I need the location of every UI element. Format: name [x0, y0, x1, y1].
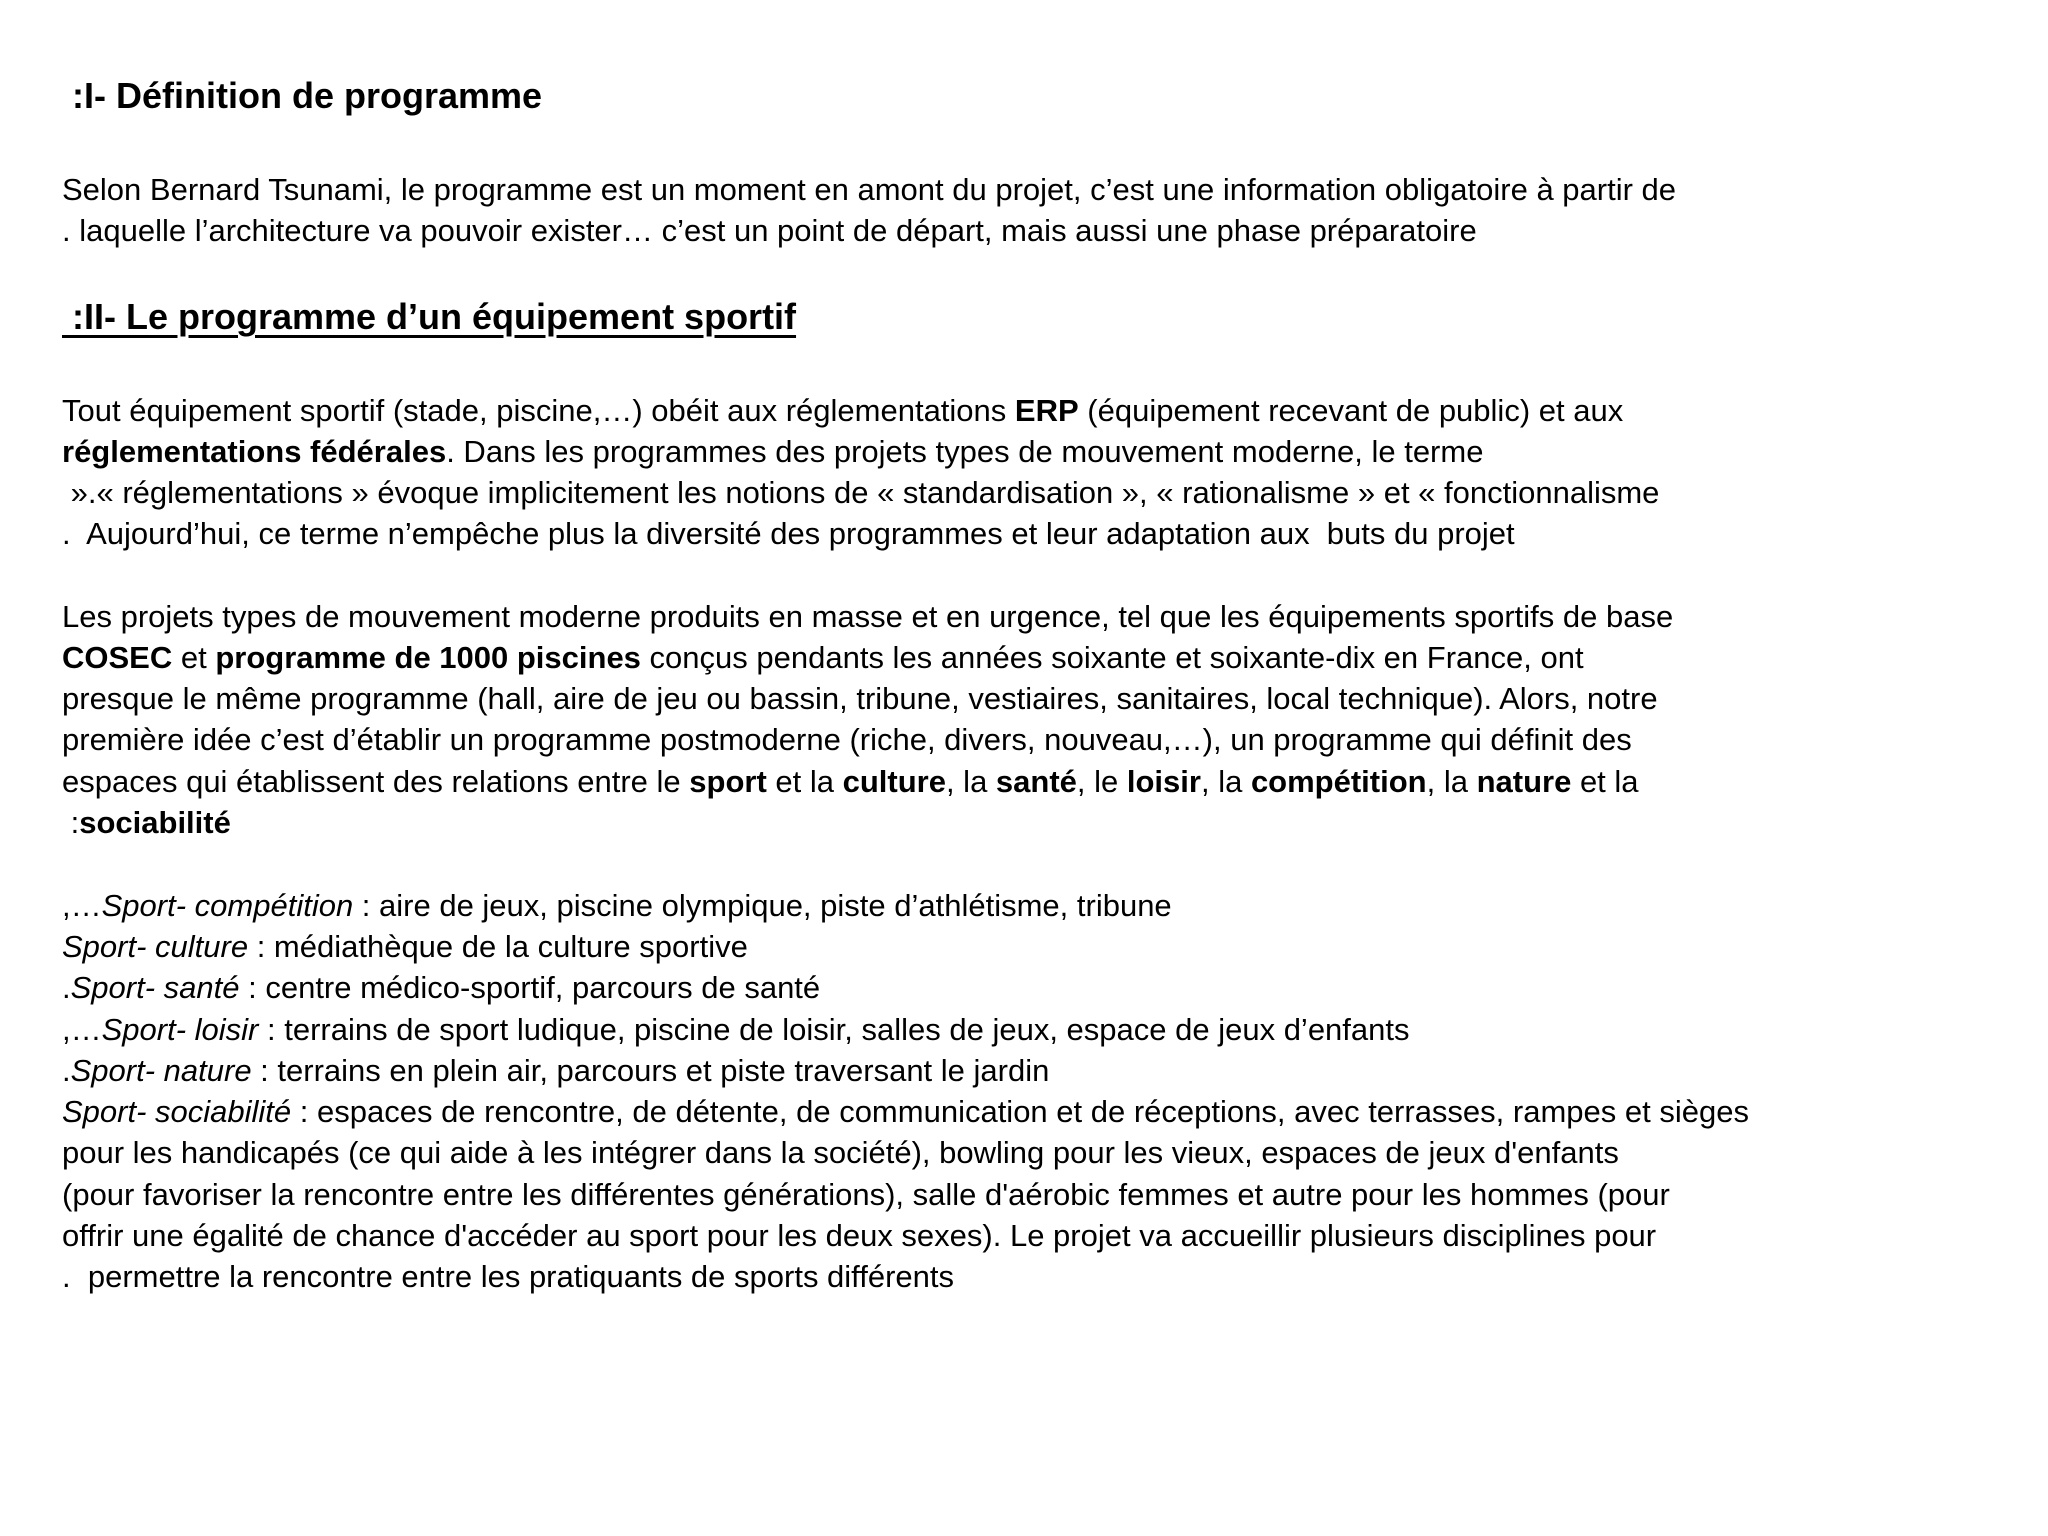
bold-term-culture: culture [842, 764, 946, 799]
paragraph-line [62, 432, 1483, 472]
text-run: et la [1571, 764, 1639, 799]
text-run: : médiathèque de la culture sportive [248, 929, 748, 964]
paragraph-line: Selon Bernard Tsunami, le programme est un moment en amont du projet, c’est une information obligatoire à partir de [62, 172, 1677, 207]
text-run: , la [1426, 764, 1477, 799]
bold-term-competition: compétition [1250, 764, 1427, 799]
text-run: : aire de jeux, piscine olympique, piste d’athlétisme, tribune [353, 888, 1172, 923]
paragraph-line: presque le même programme (hall, aire de jeu ou bassin, tribune, vestiaires, sanitaires, local technique). Alors, notre [62, 681, 1658, 716]
bold-term-cosec: COSEC [62, 640, 173, 675]
paragraph-line: (pour favoriser la rencontre entre les différentes générations), salle d'aérobic femmes et autre pour les hommes (pour [62, 1177, 1670, 1212]
text-run: ,… [62, 1012, 102, 1047]
text-run: : [62, 805, 80, 840]
text-run: , la [1200, 764, 1251, 799]
italic-label: Sport- santé [70, 970, 240, 1005]
paragraph-line: offrir une égalité de chance d'accéder au sport pour les deux sexes). Le projet va accueillir plusieurs disciplines pour [62, 1218, 1657, 1253]
bold-term-loisir: loisir [1126, 764, 1201, 799]
text-run: : centre médico-sportif, parcours de santé [239, 970, 821, 1005]
text-run: . Dans les programmes des projets types de mouvement moderne, le terme [446, 434, 1484, 469]
text-run: . [62, 970, 71, 1005]
text-run: , le [1076, 764, 1127, 799]
bold-term-sante: santé [995, 764, 1077, 799]
list-item-sport-sante [62, 968, 820, 1008]
paragraph-line: . permettre la rencontre entre les pratiquants de sports différents [62, 1259, 955, 1294]
paragraph-line: ».« réglementations » évoque implicitement les notions de « standardisation », « rationalisme » et « fonctionnalisme [62, 475, 1660, 510]
list-item-sport-competition [62, 886, 1172, 926]
text-run: : terrains en plein air, parcours et piste traversant le jardin [251, 1053, 1050, 1088]
paragraph-line: . laquelle l’architecture va pouvoir exister… c’est un point de départ, mais aussi une phase préparatoire [62, 213, 1477, 248]
bold-term-erp: ERP [1014, 393, 1079, 428]
bold-term-programme-1000-piscines: programme de 1000 piscines [215, 640, 641, 675]
text-run: et [172, 640, 216, 675]
italic-label: Sport- compétition [101, 888, 354, 923]
list-item-sport-sociabilite [62, 1092, 1749, 1132]
text-run: ,… [62, 888, 102, 923]
list-item-sport-loisir [62, 1010, 1410, 1050]
paragraph-line [62, 803, 231, 843]
text-run: (équipement recevant de public) et aux [1078, 393, 1624, 428]
paragraph-line [62, 638, 1584, 678]
bold-term-sport: sport [689, 764, 767, 799]
paragraph-line [62, 762, 1639, 802]
text-run: : terrains de sport ludique, piscine de loisir, salles de jeux, espace de jeux d’enfants [258, 1012, 1410, 1047]
paragraph-line: pour les handicapés (ce qui aide à les intégrer dans la société), bowling pour les vieux, espaces de jeux d'enfants [62, 1135, 1619, 1170]
paragraph-line: première idée c’est d’établir un programme postmoderne (riche, divers, nouveau,…), un programme qui définit des [62, 722, 1632, 757]
heading-definition-programme: :I- Définition de programme [62, 75, 543, 116]
text-run: , la [945, 764, 996, 799]
text-run: . [62, 1053, 71, 1088]
paragraph-line: Les projets types de mouvement moderne produits en masse et en urgence, tel que les équipements sportifs de base [62, 599, 1674, 634]
bold-term-sociabilite: sociabilité [79, 805, 231, 840]
text-run: : espaces de rencontre, de détente, de communication et de réceptions, avec terrasses, rampes et sièges [291, 1094, 1749, 1129]
text-run: et la [766, 764, 843, 799]
paragraph-line: . Aujourd’hui, ce terme n’empêche plus la diversité des programmes et leur adaptation aux buts du projet [62, 516, 1515, 551]
heading-programme-equipement-sportif: :II- Le programme d’un équipement sportif [62, 296, 797, 337]
italic-label: Sport- culture [62, 929, 249, 964]
text-run: Tout équipement sportif (stade, piscine,…) obéit aux réglementations [62, 393, 1015, 428]
text-run: espaces qui établissent des relations entre le [62, 764, 690, 799]
paragraph-line [62, 391, 1623, 431]
italic-label: Sport- nature [70, 1053, 252, 1088]
bold-term-reglementations-federales: réglementations fédérales [62, 434, 447, 469]
bold-term-nature: nature [1476, 764, 1572, 799]
italic-label: Sport- loisir [101, 1012, 259, 1047]
italic-label: Sport- sociabilité [62, 1094, 292, 1129]
list-item-sport-nature [62, 1051, 1049, 1091]
text-run: conçus pendants les années soixante et soixante-dix en France, ont [640, 640, 1584, 675]
list-item-sport-culture [62, 927, 748, 967]
